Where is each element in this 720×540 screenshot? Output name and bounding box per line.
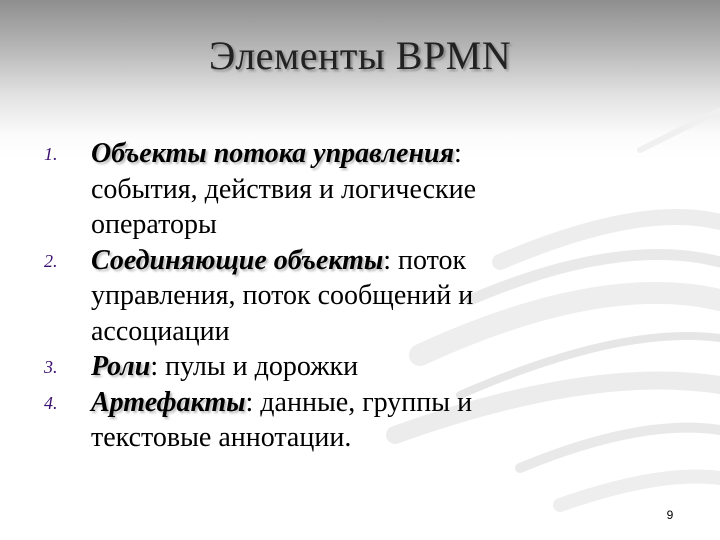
list-item: [34, 349, 554, 385]
list-term: Объекты потока управления: [91, 138, 455, 169]
list-item: [34, 243, 554, 350]
list-number: 4.: [44, 392, 58, 413]
page-number: 9: [666, 508, 674, 522]
list-text: : данные, группы и текстовые аннотации.: [91, 386, 473, 453]
list-text: : пулы и дорожки: [150, 351, 359, 382]
list-term: Роли: [91, 351, 151, 382]
list-number: 3.: [44, 357, 58, 377]
list-item: [34, 385, 554, 456]
list-item: [34, 136, 554, 243]
list-number: 1.: [44, 144, 58, 164]
list-text: : события, действия и логические операторы: [91, 138, 477, 240]
list-term: Соединяющие объекты: [91, 244, 384, 276]
list-number: 2.: [44, 250, 58, 271]
bullet-list: [34, 136, 554, 456]
list-text: : поток управления, поток сообщений и ассоциации: [91, 244, 474, 347]
list-term: Артефакты: [91, 386, 246, 418]
slide-title: Элементы BPMN: [208, 33, 512, 78]
